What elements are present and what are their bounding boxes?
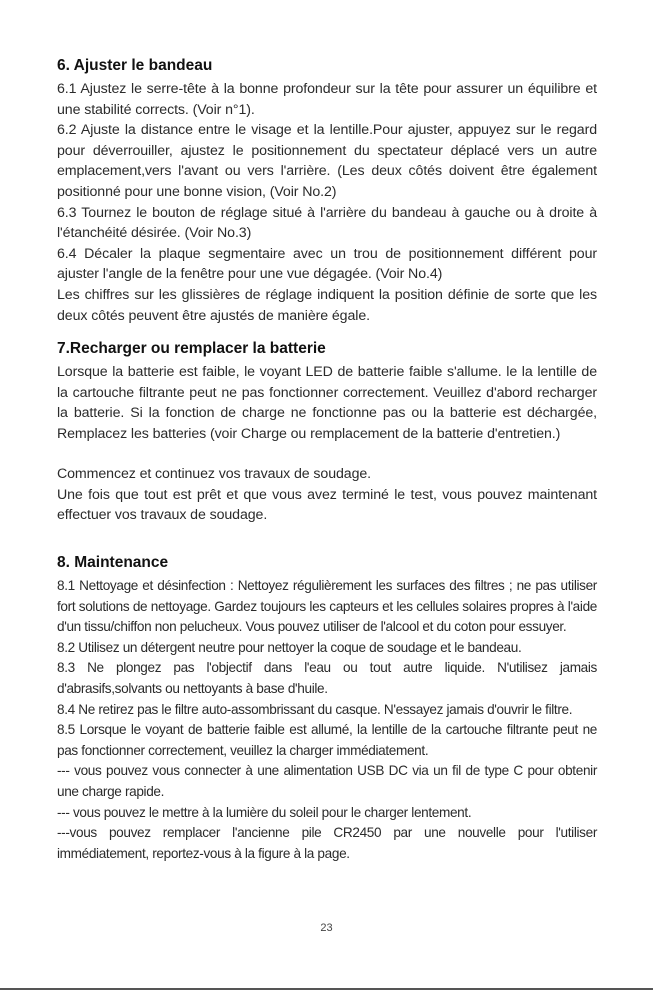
section-heading: 8. Maintenance xyxy=(57,554,169,571)
paragraph-8-3: 8.3 Ne plongez pas l'objectif dans l'eau ou tout autre liquide. N'utilisez jamais d'abrasifs,solvants ou nettoyants à base d'huile. xyxy=(57,660,597,696)
paragraph-7-start: Commencez et continuez vos travaux de soudage. xyxy=(57,466,372,482)
section-heading: 7.Recharger ou remplacer la batterie xyxy=(57,340,326,357)
paragraph-7-1: Lorsque la batterie est faible, le voyant LED de batterie faible s'allume. le la lentille de la cartouche filtrante peut ne pas fonctionner correctement. Veuillez d'abord recharger la batterie. Si la fonction de charge ne fonctionne pas ou la batterie est déchargée, Remplacez les batteries (voir Charge ou remplacement de la batterie d'entretien.) xyxy=(57,364,597,442)
paragraph-8-5: 8.5 Lorsque le voyant de batterie faible est allumé, la lentille de la cartouche filtrante peut ne pas fonctionner correctement, veuillez la charger immédiatement. xyxy=(57,722,597,758)
paragraph-8-replace: ---vous pouvez remplacer l'ancienne pile CR2450 par une nouvelle pour l'utiliser immédiatement, reportez-vous à la figure à la page. xyxy=(57,825,597,861)
section-maintenance xyxy=(57,553,597,864)
paragraph-6-1: 6.1 Ajustez le serre-tête à la bonne profondeur sur la tête pour assurer un équilibre et une stabilité corrects. (Voir n°1). xyxy=(57,81,597,118)
page-number: 23 xyxy=(320,922,333,934)
paragraph-8-1: 8.1 Nettoyage et désinfection : Nettoyez régulièrement les surfaces des filtres ; ne pas utiliser fort solutions de nettoyage. Gardez toujours les capteurs et les cellules solaires propres à l'aide d'un tissu/chiffon non pelucheux. Vous pouvez utiliser de l'alcool et du coton pour essuyer. xyxy=(57,578,597,635)
section-battery xyxy=(57,339,597,444)
paragraph-8-usb: --- vous pouvez vous connecter à une alimentation USB DC via un fil de type C pour obtenir une charge rapide. xyxy=(57,763,597,799)
paragraph-8-4: 8.4 Ne retirez pas le filtre auto-assombrissant du casque. N'essayez jamais d'ouvrir le filtre. xyxy=(57,701,573,717)
bottom-divider xyxy=(0,988,653,990)
section-adjust-headband xyxy=(57,56,597,326)
paragraph-6-4: 6.4 Décaler la plaque segmentaire avec un trou de positionnement différent pour ajuster l'angle de la fenêtre pour une vue dégagée. (Voir No.4) xyxy=(57,245,597,283)
paragraph-6-3: 6.3 Tournez le bouton de réglage situé à l'arrière du bandeau à gauche ou à droite à l'étanchéité désirée. (Voir No.3) xyxy=(57,204,597,242)
paragraph-8-2: 8.2 Utilisez un détergent neutre pour nettoyer la coque de soudage et le bandeau. xyxy=(57,639,522,655)
paragraph-7-ready: Une fois que tout est prêt et que vous avez terminé le test, vous pouvez maintenant effectuer vos travaux de soudage. xyxy=(57,486,597,524)
paragraph-6-2: 6.2 Ajuste la distance entre le visage et la lentille.Pour ajuster, appuyez sur le regard pour déverrouiller, ajustez le positionnement du spectateur déplacé vers un autre emplacement,vers l'avant ou vers l'arrière. (Les deux côtés doivent être également positionné pour une bonne vision, (Voir No.2) xyxy=(57,122,597,200)
paragraph-6-note: Les chiffres sur les glissières de réglage indiquent la position définie de sorte que les deux côtés peuvent être ajustés de manière égale. xyxy=(57,286,597,324)
section-battery-followup xyxy=(57,464,597,526)
section-heading: 6. Ajuster le bandeau xyxy=(57,57,213,74)
paragraph-8-sun: --- vous pouvez le mettre à la lumière du soleil pour le charger lentement. xyxy=(57,804,472,820)
